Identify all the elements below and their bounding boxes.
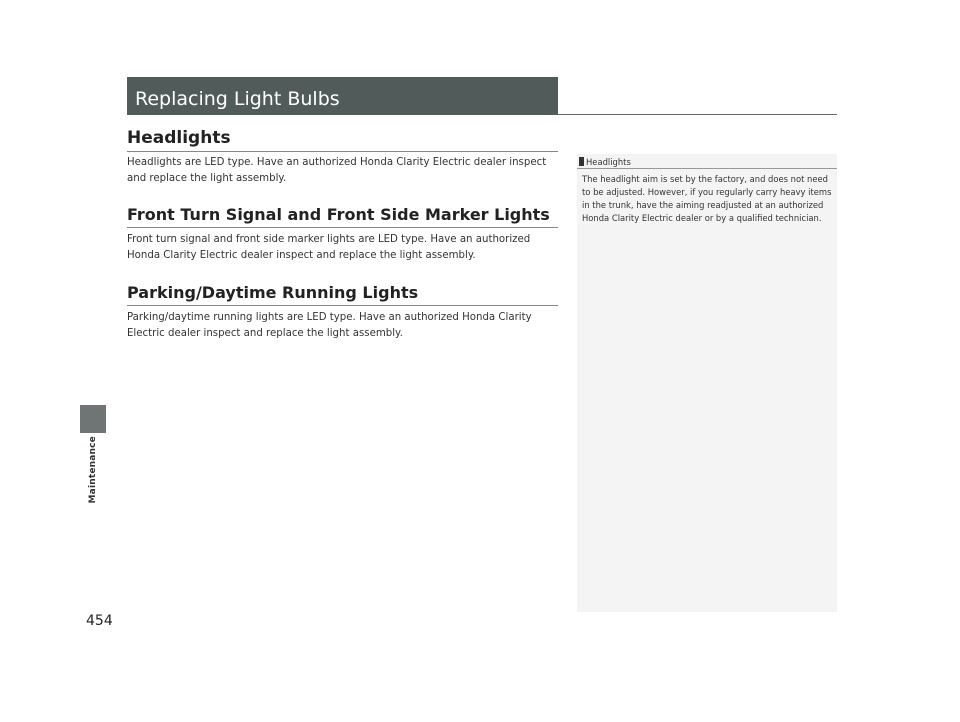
page-number: 454 [86, 613, 113, 629]
note-marker-icon [579, 157, 584, 166]
heading-front-turn-signal: Front Turn Signal and Front Side Marker Lights [127, 205, 550, 224]
side-tab-marker [80, 405, 106, 433]
heading-parking-daytime: Parking/Daytime Running Lights [127, 283, 419, 302]
side-tab-label [80, 436, 106, 516]
title-rule [558, 114, 837, 115]
heading-headlights: Headlights [127, 128, 231, 148]
section-title: Replacing Light Bulbs [135, 88, 340, 110]
heading-rule-front-turn-signal [127, 227, 558, 228]
note-text: The headlight aim is set by the factory, and does not need to be adjusted. However, if you regularly carry heavy items in the trunk, have the aiming readjusted at an authorized Honda Clarity Electric dealer or by a qualified technician. [582, 174, 832, 223]
body-front-turn-signal: Front turn signal and front side marker lights are LED type. Have an authorized Honda Clarity Electric dealer inspect and replace the light assembly. [127, 234, 531, 261]
section-title-bar [127, 77, 558, 115]
heading-rule-parking-daytime [127, 305, 558, 306]
note-header [577, 155, 837, 169]
body-parking-daytime: Parking/daytime running lights are LED type. Have an authorized Honda Clarity Electric dealer inspect and replace the light assembly. [127, 312, 532, 339]
body-headlights: Headlights are LED type. Have an authorized Honda Clarity Electric dealer inspect and replace the light assembly. [127, 157, 547, 184]
heading-rule-headlights [127, 151, 558, 152]
note-title: Headlights [586, 156, 631, 167]
side-tab-text: Maintenance [88, 436, 98, 504]
